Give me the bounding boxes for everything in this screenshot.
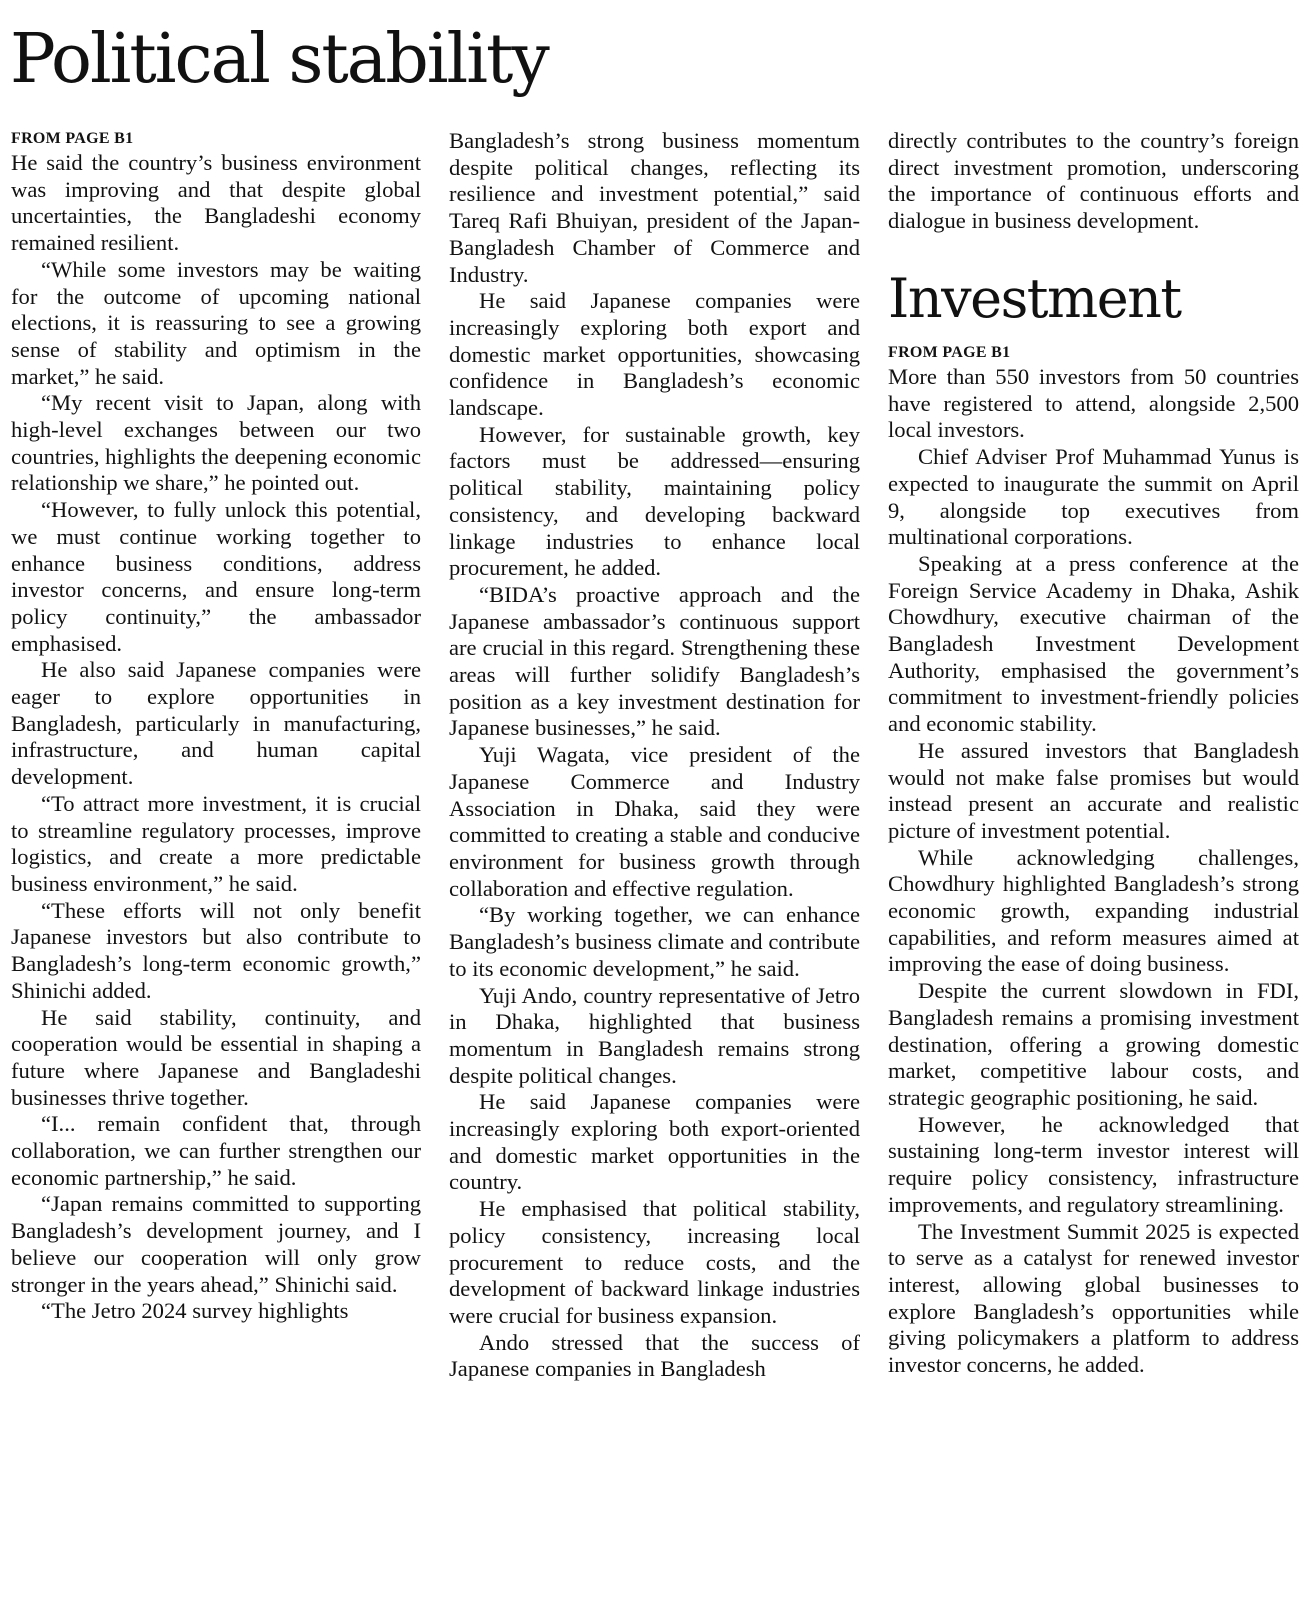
- paragraph: “These efforts will not only benefit Japanese investors but also contribute to Bangladesh’s long-term economic growth,” Shinichi added.: [11, 897, 421, 1003]
- paragraph: Speaking at a press conference at the Foreign Service Academy in Dhaka, Ashik Chowdhury, executive chairman of the Bangladesh Investment Development Authority, emphasised the government’s commitment to investment-friendly policies and economic stability.: [888, 550, 1299, 737]
- from-page-kicker: FROM PAGE B1: [11, 130, 134, 147]
- paragraph: Yuji Wagata, vice president of the Japanese Commerce and Industry Association in Dhaka, said they were committed to creating a stable and conducive environment for business growth through collaboration and effective regulation.: [449, 742, 860, 901]
- from-page-kicker: FROM PAGE B1: [888, 344, 1011, 361]
- article-column-1: [11, 128, 421, 1590]
- paragraph: “I... remain confident that, through collaboration, we can further strengthen our economic partnership,” he said.: [11, 1111, 421, 1190]
- paragraph: He said Japanese companies were increasingly exploring both export-oriented and domestic market opportunities in the country.: [449, 1089, 860, 1195]
- paragraph: He emphasised that political stability, policy consistency, increasing local procurement to reduce costs, and the development of backward linkage industries were crucial for business expansion.: [449, 1196, 860, 1328]
- paragraph: Despite the current slowdown in FDI, Bangladesh remains a promising investment destination, offering a growing domestic market, competitive labour costs, and strategic geographic positioning, he said.: [888, 978, 1299, 1110]
- paragraph: “My recent visit to Japan, along with high-level exchanges between our two countries, highlights the deepening economic relationship we share,” he pointed out.: [11, 390, 421, 496]
- paragraph: The Investment Summit 2025 is expected to serve as a catalyst for renewed investor interest, allowing global businesses to explore Bangladesh’s opportunities while giving policymakers a platform to address investor concerns, he added.: [888, 1218, 1299, 1378]
- paragraph: However, for sustainable growth, key factors must be addressed—ensuring political stability, maintaining policy consistency, and developing backward linkage industries to enhance local procurement, he added.: [449, 421, 860, 581]
- paragraph: He said the country’s business environment was improving and that despite global uncertainties, the Bangladeshi economy remained resilient.: [11, 150, 421, 256]
- paragraph: “While some investors may be waiting for the outcome of upcoming national elections, it is reassuring to see a growing sense of stability and optimism in the market,” he said.: [11, 256, 421, 389]
- paragraph: While acknowledging challenges, Chowdhury highlighted Bangladesh’s strong economic growth, expanding industrial capabilities, and reform measures aimed at improving the ease of doing business.: [888, 844, 1299, 977]
- paragraph: “BIDA’s proactive approach and the Japanese ambassador’s continuous support are crucial in this regard. Strengthening these areas will further solidify Bangladesh’s position as a key investment destination for Japanese businesses,” he said.: [449, 581, 860, 741]
- paragraph: Yuji Ando, country representative of Jetro in Dhaka, highlighted that business momentum in Bangladesh remains strong despite political changes.: [449, 982, 860, 1088]
- paragraph: Ando stressed that the success of Japanese companies in Bangladesh: [449, 1329, 860, 1382]
- paragraph: “However, to fully unlock this potential, we must continue working together to enhance business conditions, address investor concerns, and ensure long-term policy continuity,” the ambassador emphasised.: [11, 497, 421, 656]
- paragraph: “The Jetro 2024 survey highlights: [41, 1298, 349, 1324]
- paragraph: Chief Adviser Prof Muhammad Yunus is expected to inaugurate the summit on April 9, alongside top executives from multinational corporations.: [888, 444, 1299, 550]
- paragraph: directly contributes to the country’s foreign direct investment promotion, underscoring the importance of continuous efforts and dialogue in business development.: [888, 128, 1299, 234]
- article-column-2: [449, 128, 860, 1590]
- investment-article-body: [888, 342, 1299, 1590]
- paragraph: “By working together, we can enhance Bangladesh’s business climate and contribute to its economic development,” he said.: [449, 902, 860, 981]
- paragraph: Bangladesh’s strong business momentum despite political changes, reflecting its resilience and investment potential,” said Tareq Rafi Bhuiyan, president of the Japan-Bangladesh Chamber of Commerce and Industry.: [449, 128, 860, 287]
- paragraph: He said stability, continuity, and cooperation would be essential in shaping a future where Japanese and Bangladeshi businesses thrive together.: [11, 1004, 421, 1110]
- article-column-3-continuation: [888, 128, 1299, 256]
- paragraph: He assured investors that Bangladesh would not make false promises but would instead present an accurate and realistic picture of investment potential.: [888, 737, 1299, 843]
- article-headline-investment: Investment: [888, 267, 1181, 330]
- paragraph: “Japan remains committed to supporting Bangladesh’s development journey, and I believe our cooperation will only grow stronger in the years ahead,” Shinichi said.: [11, 1191, 421, 1297]
- article-headline-political-stability: Political stability: [10, 20, 548, 99]
- paragraph: He also said Japanese companies were eager to explore opportunities in Bangladesh, particularly in manufacturing, infrastructure, and human capital development.: [11, 657, 421, 790]
- paragraph: He said Japanese companies were increasingly exploring both export and domestic market opportunities, showcasing confidence in Bangladesh’s economic landscape.: [449, 288, 860, 421]
- paragraph: More than 550 investors from 50 countries have registered to attend, alongside 2,500 local investors.: [888, 364, 1299, 443]
- paragraph: However, he acknowledged that sustaining long-term investor interest will require policy consistency, infrastructure improvements, and regulatory streamlining.: [888, 1111, 1299, 1217]
- paragraph: “To attract more investment, it is crucial to streamline regulatory processes, improve logistics, and create a more predictable business environment,” he said.: [11, 790, 421, 896]
